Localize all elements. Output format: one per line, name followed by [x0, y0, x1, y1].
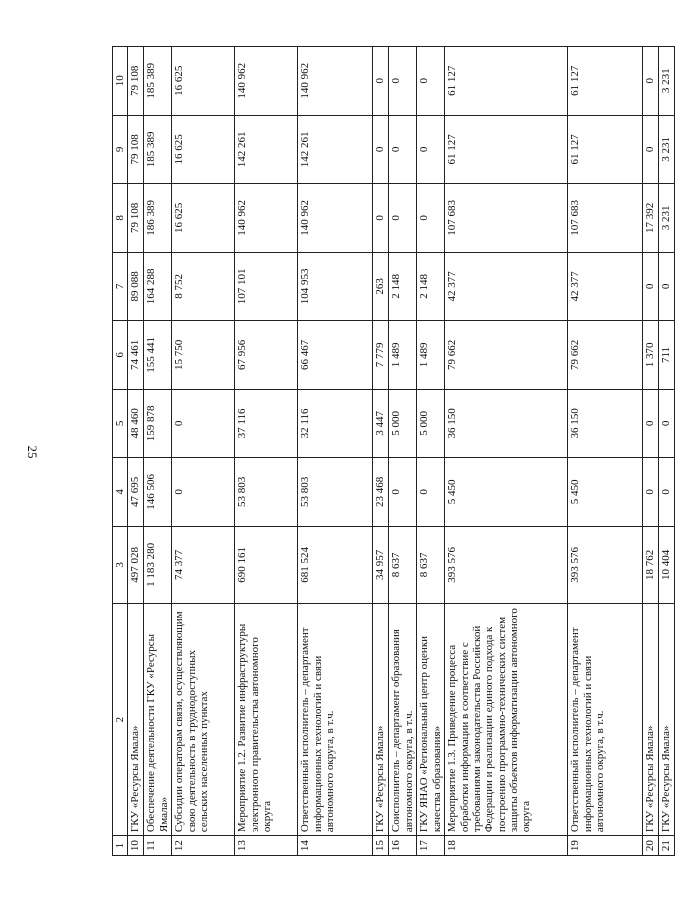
row-number: 19 [568, 836, 643, 856]
cell-value: 53 803 [298, 458, 373, 527]
cell-value: 5 000 [417, 389, 445, 458]
table-row [643, 47, 659, 856]
cell-value: 79 662 [445, 321, 568, 390]
cell-value: 36 150 [568, 389, 643, 458]
cell-value: 690 161 [235, 526, 298, 603]
cell-value: 0 [643, 389, 659, 458]
table-row [417, 47, 445, 856]
header-cell: 9 [113, 115, 128, 184]
cell-value: 142 261 [298, 115, 373, 184]
row-number: 12 [172, 836, 235, 856]
table-row [298, 47, 373, 856]
cell-value: 3 231 [659, 115, 675, 184]
cell-value: 0 [643, 252, 659, 321]
cell-value: 263 [373, 252, 389, 321]
cell-value: 1 489 [389, 321, 417, 390]
row-number: 18 [445, 836, 568, 856]
cell-value: 3 231 [659, 184, 675, 253]
cell-value: 79 662 [568, 321, 643, 390]
row-number: 20 [643, 836, 659, 856]
header-cell: 8 [113, 184, 128, 253]
cell-value: 34 957 [373, 526, 389, 603]
cell-value: 0 [417, 115, 445, 184]
row-number: 15 [373, 836, 389, 856]
row-number: 21 [659, 836, 675, 856]
cell-value: 10 404 [659, 526, 675, 603]
row-name: Обеспечение деятельности ГКУ «Ресурсы Ямала» [144, 604, 172, 836]
cell-value: 5 000 [389, 389, 417, 458]
cell-value: 140 962 [235, 184, 298, 253]
header-cell: 10 [113, 47, 128, 116]
cell-value: 497 028 [128, 526, 144, 603]
cell-value: 32 116 [298, 389, 373, 458]
header-cell: 7 [113, 252, 128, 321]
row-number: 17 [417, 836, 445, 856]
cell-value: 48 460 [128, 389, 144, 458]
cell-value: 23 468 [373, 458, 389, 527]
header-cell: 4 [113, 458, 128, 527]
cell-value: 2 148 [389, 252, 417, 321]
cell-value: 0 [659, 252, 675, 321]
cell-value: 159 878 [144, 389, 172, 458]
row-name: Мероприятие 1.2. Развитие инфраструктуры электронного правительства автономного округа [235, 604, 298, 836]
cell-value: 140 962 [298, 184, 373, 253]
cell-value: 15 750 [172, 321, 235, 390]
page-number: 25 [25, 445, 40, 459]
cell-value: 0 [389, 184, 417, 253]
table-row [659, 47, 675, 856]
cell-value: 5 450 [568, 458, 643, 527]
cell-value: 79 108 [128, 47, 144, 116]
cell-value: 107 683 [445, 184, 568, 253]
row-name: ГКУ «Ресурсы Ямала» [373, 604, 389, 836]
cell-value: 185 389 [144, 115, 172, 184]
cell-value: 18 762 [643, 526, 659, 603]
cell-value: 0 [373, 184, 389, 253]
table-row [144, 47, 172, 856]
cell-value: 185 389 [144, 47, 172, 116]
cell-value: 0 [172, 389, 235, 458]
cell-value: 0 [659, 458, 675, 527]
cell-value: 0 [172, 458, 235, 527]
cell-value: 0 [417, 458, 445, 527]
cell-value: 16 625 [172, 115, 235, 184]
cell-value: 0 [389, 115, 417, 184]
cell-value: 107 101 [235, 252, 298, 321]
cell-value: 0 [389, 47, 417, 116]
cell-value: 142 261 [235, 115, 298, 184]
header-cell: 6 [113, 321, 128, 390]
cell-value: 140 962 [298, 47, 373, 116]
row-name: Ответственный исполнитель – департамент информационных технологий и связи автономного округа, в т.ч. [298, 604, 373, 836]
cell-value: 140 962 [235, 47, 298, 116]
cell-value: 47 695 [128, 458, 144, 527]
cell-value: 79 108 [128, 115, 144, 184]
cell-value: 0 [417, 47, 445, 116]
table-row [235, 47, 298, 856]
budget-table [112, 46, 675, 856]
table-row [445, 47, 568, 856]
row-name: ГКУ «Ресурсы Ямала» [643, 604, 659, 836]
row-name: ГКУ ЯНАО «Региональный центр оценки качества образования» [417, 604, 445, 836]
header-cell: 2 [113, 604, 128, 836]
cell-value: 7 779 [373, 321, 389, 390]
row-name: ГКУ «Ресурсы Ямала» [128, 604, 144, 836]
cell-value: 67 956 [235, 321, 298, 390]
row-number: 10 [128, 836, 144, 856]
cell-value: 17 392 [643, 184, 659, 253]
cell-value: 186 389 [144, 184, 172, 253]
row-number: 11 [144, 836, 172, 856]
cell-value: 37 116 [235, 389, 298, 458]
cell-value: 164 288 [144, 252, 172, 321]
row-number: 13 [235, 836, 298, 856]
header-cell: 1 [113, 836, 128, 856]
cell-value: 3 447 [373, 389, 389, 458]
cell-value: 3 231 [659, 47, 675, 116]
header-cell: 3 [113, 526, 128, 603]
cell-value: 53 803 [235, 458, 298, 527]
budget-table-wrapper [112, 46, 673, 856]
cell-value: 16 625 [172, 184, 235, 253]
cell-value: 0 [417, 184, 445, 253]
row-number: 14 [298, 836, 373, 856]
header-row [113, 47, 128, 856]
cell-value: 1 489 [417, 321, 445, 390]
row-name: Ответственный исполнитель – департамент информационных технологий и связи автономного округа, в т.ч. [568, 604, 643, 836]
cell-value: 8 637 [417, 526, 445, 603]
cell-value: 0 [643, 458, 659, 527]
cell-value: 89 088 [128, 252, 144, 321]
cell-value: 5 450 [445, 458, 568, 527]
cell-value: 1 370 [643, 321, 659, 390]
cell-value: 393 576 [445, 526, 568, 603]
row-name: Мероприятие 1.3. Приведение процесса обработки информации в соответствие с требованиями законодательства Российской Федерации и реализации единого подхода к построению программно-технических систем защиты объектов информатизации автономного округа [445, 604, 568, 836]
cell-value: 711 [659, 321, 675, 390]
cell-value: 0 [373, 47, 389, 116]
cell-value: 61 127 [568, 115, 643, 184]
cell-value: 36 150 [445, 389, 568, 458]
cell-value: 2 148 [417, 252, 445, 321]
cell-value: 61 127 [445, 47, 568, 116]
cell-value: 42 377 [568, 252, 643, 321]
cell-value: 0 [643, 47, 659, 116]
table-row [172, 47, 235, 856]
cell-value: 0 [659, 389, 675, 458]
row-number: 16 [389, 836, 417, 856]
cell-value: 74 461 [128, 321, 144, 390]
cell-value: 8 752 [172, 252, 235, 321]
cell-value: 0 [643, 115, 659, 184]
row-name: Субсидии операторам связи, осуществляющим свою деятельность в труднодоступных сельских населенных пунктах [172, 604, 235, 836]
cell-value: 155 441 [144, 321, 172, 390]
cell-value: 61 127 [568, 47, 643, 116]
table-row [389, 47, 417, 856]
cell-value: 1 183 280 [144, 526, 172, 603]
row-name: ГКУ «Ресурсы Ямала» [659, 604, 675, 836]
cell-value: 66 467 [298, 321, 373, 390]
cell-value: 107 683 [568, 184, 643, 253]
cell-value: 42 377 [445, 252, 568, 321]
cell-value: 0 [373, 115, 389, 184]
row-name: Соисполнитель – департамент образования автономного округа, в т.ч. [389, 604, 417, 836]
cell-value: 61 127 [445, 115, 568, 184]
cell-value: 79 108 [128, 184, 144, 253]
cell-value: 8 637 [389, 526, 417, 603]
cell-value: 0 [389, 458, 417, 527]
cell-value: 16 625 [172, 47, 235, 116]
table-row [373, 47, 389, 856]
cell-value: 146 506 [144, 458, 172, 527]
table-row [128, 47, 144, 856]
cell-value: 74 377 [172, 526, 235, 603]
cell-value: 104 953 [298, 252, 373, 321]
cell-value: 393 576 [568, 526, 643, 603]
table-row [568, 47, 643, 856]
cell-value: 681 524 [298, 526, 373, 603]
header-cell: 5 [113, 389, 128, 458]
